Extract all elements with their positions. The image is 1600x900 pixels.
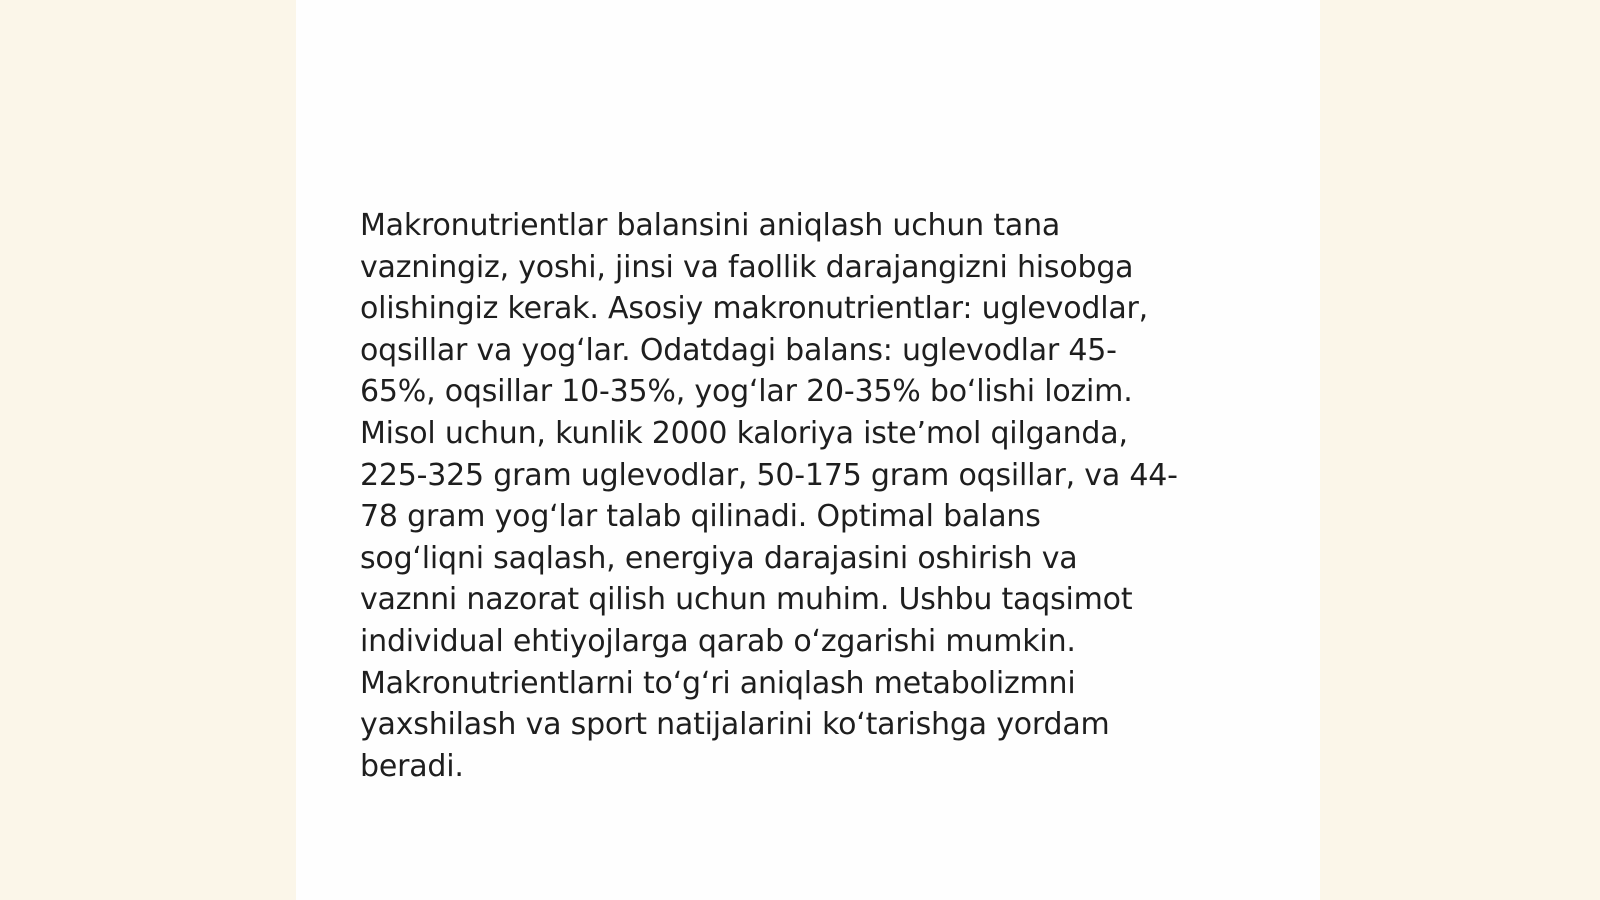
- document-page: [296, 0, 1320, 900]
- body-paragraph: Makronutrientlar balansini aniqlash uchun tana vazningiz, yoshi, jinsi va faollik darajangizni hisobga olishingiz kerak. Asosiy makronutrientlar: uglevodlar, oqsillar va yog‘lar. Odatdagi balans: uglevodlar 45- 65%, oqsillar 10-35%, yog‘lar 20-35% bo‘lishi lozim. Misol uchun, kunlik 2000 kaloriya iste’mol qilganda, 225-325 gram uglevodlar, 50-175 gram oqsillar, va 44- 78 gram yog‘lar talab qilinadi. Optimal balans sog‘liqni saqlash, energiya darajasini oshirish va vaznni nazorat qilish uchun muhim. Ushbu taqsimot individual ehtiyojlarga qarab o‘zgarishi mumkin. Makronutrientlarni to‘g‘ri aniqlash metabolizmni yaxshilash va sport natijalarini ko‘tarishga yordam beradi.: [360, 208, 1178, 784]
